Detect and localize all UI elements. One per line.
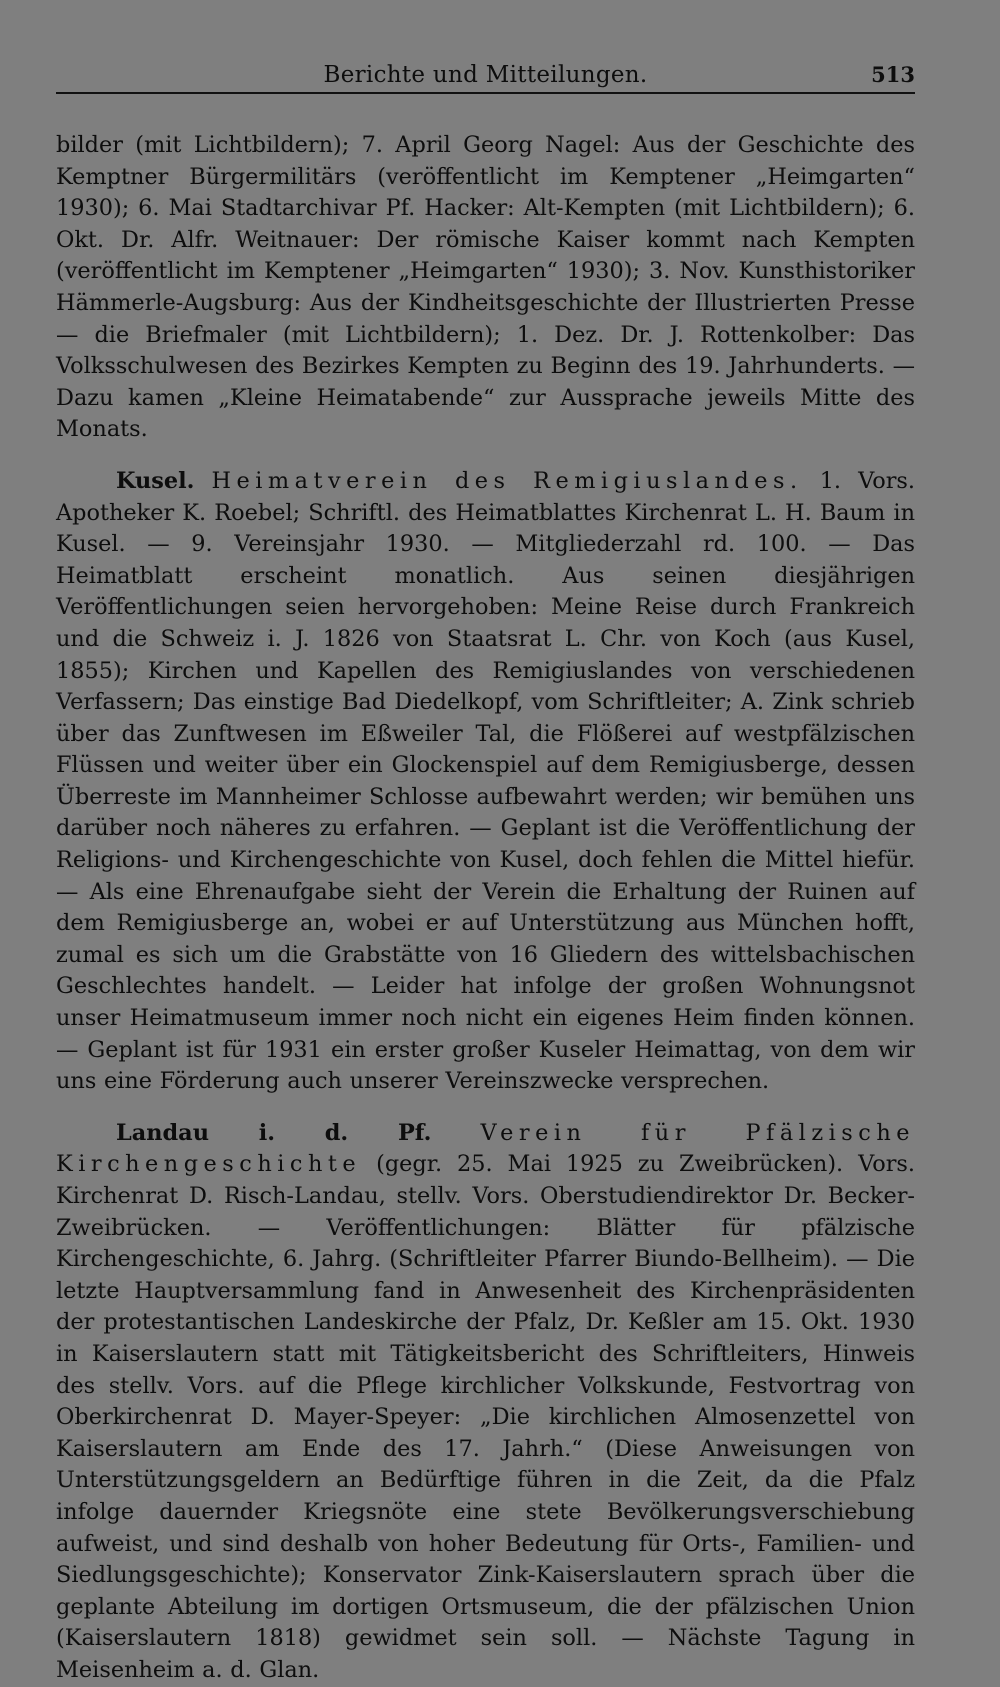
entry-text: 1. Vors. Apotheker K. Roebel; Schriftl. des Heimatblattes Kirchenrat L. H. Baum in Kusel. — 9. Vereinsjahr 1930. — Mitgliederzahl rd. 100. — Das Heimatblatt erscheint monatlich. Aus seinen diesjährigen Veröffentlichungen seien hervorgehoben: Meine Reise durch Frankreich und die Schweiz i. J. 1826 von Staatsrat L. Chr. von Koch (aus Kusel, 1855); Kirchen und Kapellen des Remigiuslandes von verschiedenen Verfassern; Das einstige Bad Diedelkopf, vom Schriftleiter; A. Zink schrieb über das Zunftwesen im Eßweiler Tal, die Flößerei auf westpfälzischen Flüssen und weiter über ein Glockenspiel auf dem Remigiusberge, dessen Überreste im Mannheimer Schlosse aufbewahrt werden; wir bemühen uns darüber noch näheres zu erfahren. — Geplant ist die Veröffentlichung der Religions- und Kirchengeschichte von Kusel, doch fehlen die Mittel hiefür. — Als eine Ehrenaufgabe sieht der Verein die Erhaltung der Ruinen auf dem Remigiusberge an, wobei er auf Unterstützung aus München hofft, zumal es sich um die Grabstätte von 16 Gliedern des wittelsbachischen Geschlechtes handelt. — Leider hat infolge der großen Wohnungsnot unser Heimatmuseum immer noch nicht ein eigenes Heim finden können. — Geplant ist für 1931 ein erster großer Kuseler Heimattag, von dem wir uns eine Förderung auch unserer Vereinszwecke versprechen.: [56, 467, 916, 1095]
running-header: [56, 58, 915, 94]
page-header-title: Berichte und Mitteilungen.: [323, 62, 648, 88]
report-entry-kusel: [56, 466, 915, 1098]
report-entry-landau: [56, 1118, 915, 1687]
entry-society: Heimatverein des Remigiuslandes.: [211, 467, 803, 494]
entry-text: (gegr. 25. Mai 1925 zu Zweibrücken). Vors. Kirchenrat D. Risch-Landau, stellv. Vors. Oberstudiendirektor Dr. Becker-Zweibrücken. — Veröffentlichungen: Blätter für pfälzische Kirchengeschichte, 6. Jahrg. (Schriftleiter Pfarrer Biundo-Bellheim). — Die letzte Hauptversammlung fand in Anwesenheit des Kirchenpräsidenten der protestantischen Landeskirche der Pfalz, Dr. Keßler am 15. Okt. 1930 in Kaiserslautern statt mit Tätigkeitsbericht des Schriftleiters, Hinweis des stellv. Vors. auf die Pflege kirchlicher Volkskunde, Festvortrag von Oberkirchenrat D. Mayer-Speyer: „Die kirchlichen Almosenzettel von Kaiserslautern am Ende des 17. Jahrh.“ (Diese Anweisungen von Unterstützungsgeldern an Bedürftige führen in die Zeit, da die Pfalz infolge dauernder Kriegsnöte eine stete Bevölkerungsverschiebung aufweist, und sind deshalb von hoher Bedeutung für Orts-, Familien- und Siedlungsgeschichte); Konservator Zink-Kaiserslautern sprach über die geplante Abteilung im dortigen Ortsmuseum, die der pfälzischen Union (Kaiserslautern 1818) gewidmet sein soll. — Nächste Tagung in Meisenheim a. d. Glan.: [56, 1151, 916, 1683]
entry-society: Verein für Pfälzische Kirchengeschichte: [56, 1119, 915, 1178]
entry-place: Kusel.: [116, 467, 195, 494]
entry-paragraph: [56, 1118, 915, 1687]
entry-place: Landau i. d. Pf.: [116, 1119, 432, 1146]
continuation-paragraph: bilder (mit Lichtbildern); 7. April Georg Nagel: Aus der Geschichte des Kemptner Bürgermilitärs (veröffentlicht im Kemptener „Heimgarten“ 1930); 6. Mai Stadtarchivar Pf. Hacker: Alt-Kempten (mit Lichtbildern); 6. Okt. Dr. Alfr. Weitnauer: Der römische Kaiser kommt nach Kempten (veröffentlicht im Kemptener „Heimgarten“ 1930); 3. Nov. Kunsthistoriker Hämmerle-Augsburg: Aus der Kindheitsgeschichte der Illustrierten Presse — die Briefmaler (mit Lichtbildern); 1. Dez. Dr. J. Rottenkolber: Das Volksschulwesen des Bezirkes Kempten zu Beginn des 19. Jahrhunderts. — Dazu kamen „Kleine Heimatabende“ zur Aussprache jeweils Mitte des Monats.: [56, 132, 915, 443]
page-number: 513: [871, 62, 915, 87]
entry-paragraph: [56, 466, 915, 1098]
